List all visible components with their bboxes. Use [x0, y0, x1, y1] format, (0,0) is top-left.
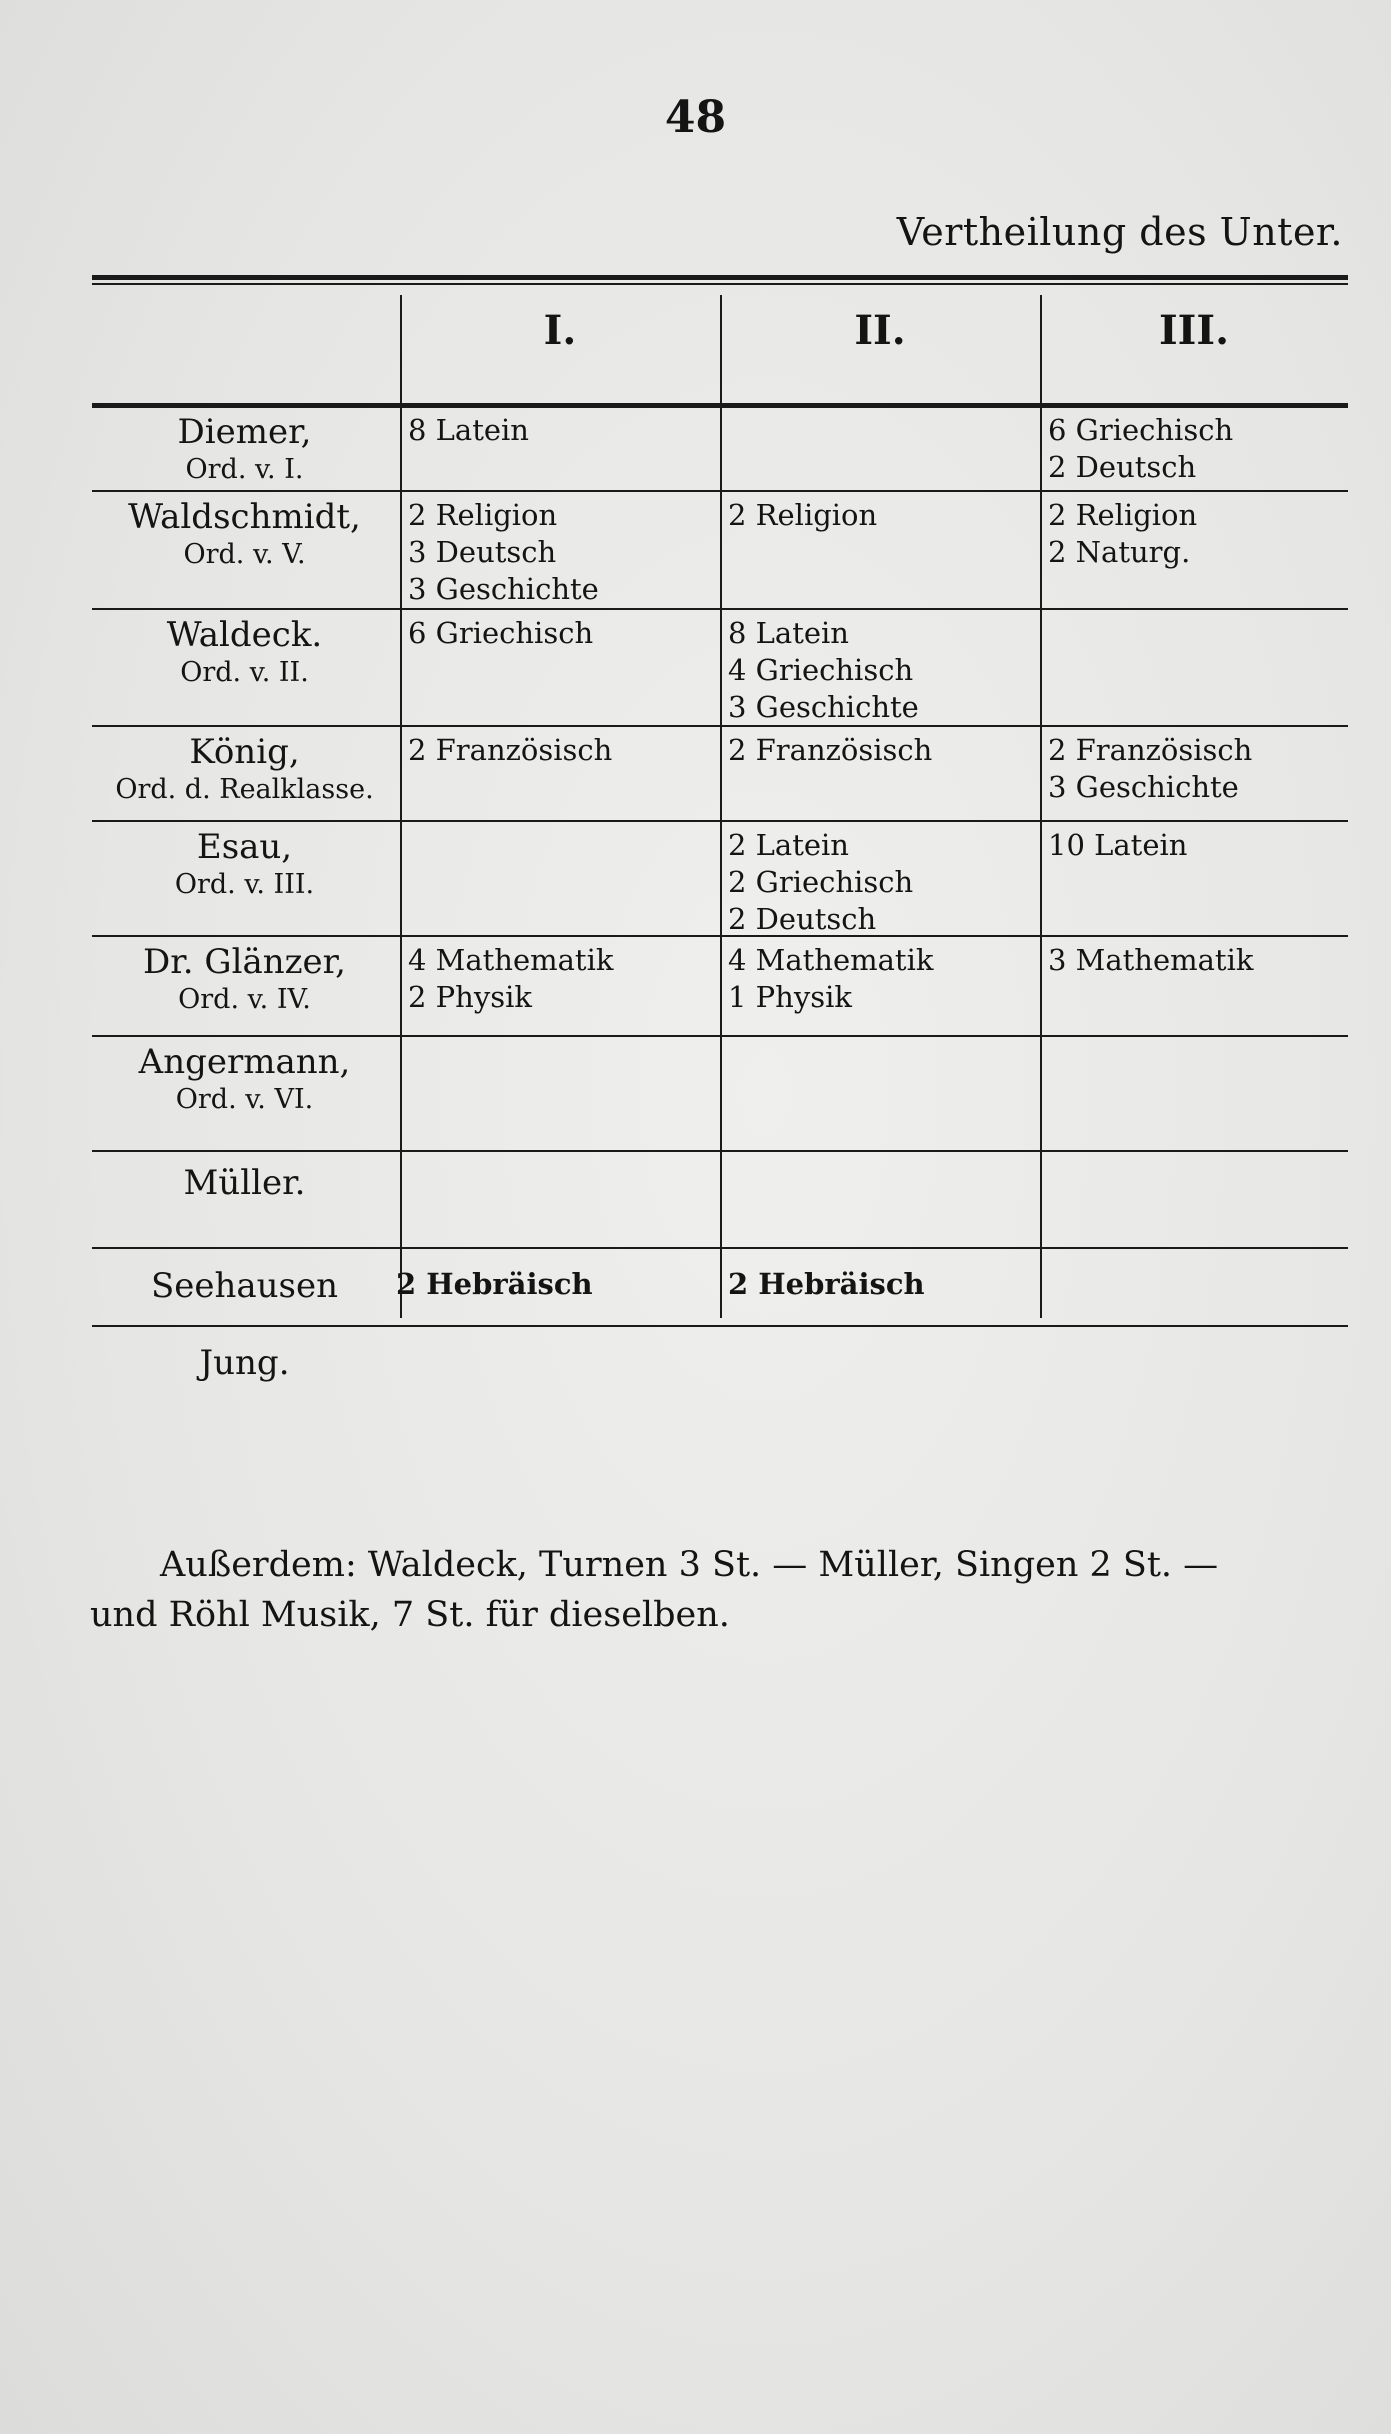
subject-entry: 2 Hebräisch	[728, 1267, 925, 1301]
teacher-name: Waldeck.	[166, 615, 323, 655]
subject-cell	[408, 412, 529, 449]
teacher-name: Waldschmidt,	[128, 497, 361, 537]
teacher-cell	[92, 1343, 397, 1383]
footnote	[90, 1540, 1348, 1640]
subject-entry: 2 Religion	[408, 498, 558, 532]
teacher-name: König,	[189, 732, 300, 772]
subject-entry: 2 Religion	[728, 498, 878, 532]
teacher-name: Müller.	[183, 1163, 306, 1203]
teacher-name: Dr. Glänzer,	[143, 942, 346, 982]
teacher-name: Diemer,	[177, 412, 312, 452]
subject-entry: 2 Physik	[408, 980, 532, 1014]
subject-cell	[728, 732, 932, 769]
subject-entry: 8 Latein	[728, 616, 849, 650]
teaching-distribution-table	[92, 275, 1348, 1445]
teacher-cell	[92, 827, 397, 903]
subject-cell	[1048, 412, 1233, 486]
subject-entry: 2 Französisch	[408, 733, 613, 767]
subject-cell	[728, 1266, 925, 1303]
teacher-name: Angermann,	[138, 1042, 351, 1082]
teacher-cell	[92, 412, 397, 488]
subject-cell	[728, 827, 913, 938]
subject-entry: 2 Französisch	[1048, 733, 1253, 767]
page-number: 48	[664, 92, 727, 143]
subject-cell	[396, 1266, 593, 1303]
subject-entry: 6 Griechisch	[1048, 413, 1234, 447]
teacher-cell	[92, 1042, 397, 1118]
subject-entry: 3 Geschichte	[1048, 770, 1239, 804]
column-divider	[1040, 408, 1042, 1318]
subject-cell	[728, 497, 877, 534]
row-divider	[92, 1325, 1348, 1327]
subject-entry: 4 Mathematik	[408, 943, 614, 977]
subject-entry: 3 Mathematik	[1048, 943, 1254, 977]
subject-entry: 3 Geschichte	[728, 690, 919, 724]
teacher-cell	[92, 1163, 397, 1203]
subject-entry: 4 Mathematik	[728, 943, 934, 977]
column-heading-1: I.	[543, 307, 577, 354]
subject-entry: 3 Geschichte	[408, 572, 599, 606]
subject-entry: 2 Hebräisch	[396, 1267, 593, 1301]
teacher-cell	[92, 732, 397, 808]
teacher-role: Ord. v. VI.	[175, 1084, 314, 1115]
subject-cell	[728, 942, 933, 1016]
footnote-line: und Röhl Musik, 7 St. für dieselben.	[90, 1595, 730, 1635]
teacher-role: Ord. v. III.	[174, 869, 315, 900]
subject-entry: 4 Griechisch	[728, 653, 914, 687]
teacher-cell	[92, 942, 397, 1018]
table-top-rule	[92, 275, 1348, 280]
column-heading-3: III.	[1158, 307, 1230, 354]
subject-cell	[408, 615, 593, 652]
teacher-role: Ord. v. IV.	[178, 984, 311, 1015]
teacher-cell	[92, 1266, 397, 1306]
subject-entry: 6 Griechisch	[408, 616, 594, 650]
subject-cell	[408, 732, 612, 769]
teacher-role: Ord. v. II.	[180, 657, 309, 688]
column-divider	[400, 408, 402, 1318]
subject-cell	[408, 497, 599, 608]
subject-entry: 3 Deutsch	[408, 535, 557, 569]
subject-entry: 10 Latein	[1048, 828, 1188, 862]
subject-entry: 2 Deutsch	[728, 902, 877, 936]
subject-cell	[1048, 942, 1253, 979]
subject-cell	[1048, 497, 1197, 571]
teacher-name: Esau,	[196, 827, 293, 867]
subject-entry: 1 Physik	[728, 980, 852, 1014]
column-divider	[720, 408, 722, 1318]
running-head: Vertheilung des Unter.	[896, 210, 1343, 254]
teacher-cell	[92, 497, 397, 573]
table-top-rule-thin	[92, 283, 1348, 285]
teacher-role: Ord. v. I.	[185, 454, 304, 485]
subject-entry: 2 Deutsch	[1048, 450, 1197, 484]
subject-entry: 2 Latein	[728, 828, 849, 862]
subject-cell	[728, 615, 919, 726]
subject-entry: 2 Religion	[1048, 498, 1198, 532]
subject-cell	[408, 942, 613, 1016]
teacher-name: Seehausen	[150, 1266, 339, 1306]
subject-entry: 2 Französisch	[728, 733, 933, 767]
footnote-line: Außerdem: Waldeck, Turnen 3 St. — Müller, Singen 2 St. —	[160, 1545, 1219, 1585]
subject-entry: 8 Latein	[408, 413, 529, 447]
subject-cell	[1048, 732, 1252, 806]
teacher-role: Ord. d. Realklasse.	[115, 774, 374, 805]
column-heading-2: II.	[854, 307, 906, 354]
teacher-cell	[92, 615, 397, 691]
subject-entry: 2 Griechisch	[728, 865, 914, 899]
teacher-role: Ord. v. V.	[183, 539, 306, 570]
subject-cell	[1048, 827, 1187, 864]
teacher-name: Jung.	[199, 1343, 290, 1383]
subject-entry: 2 Naturg.	[1048, 535, 1191, 569]
